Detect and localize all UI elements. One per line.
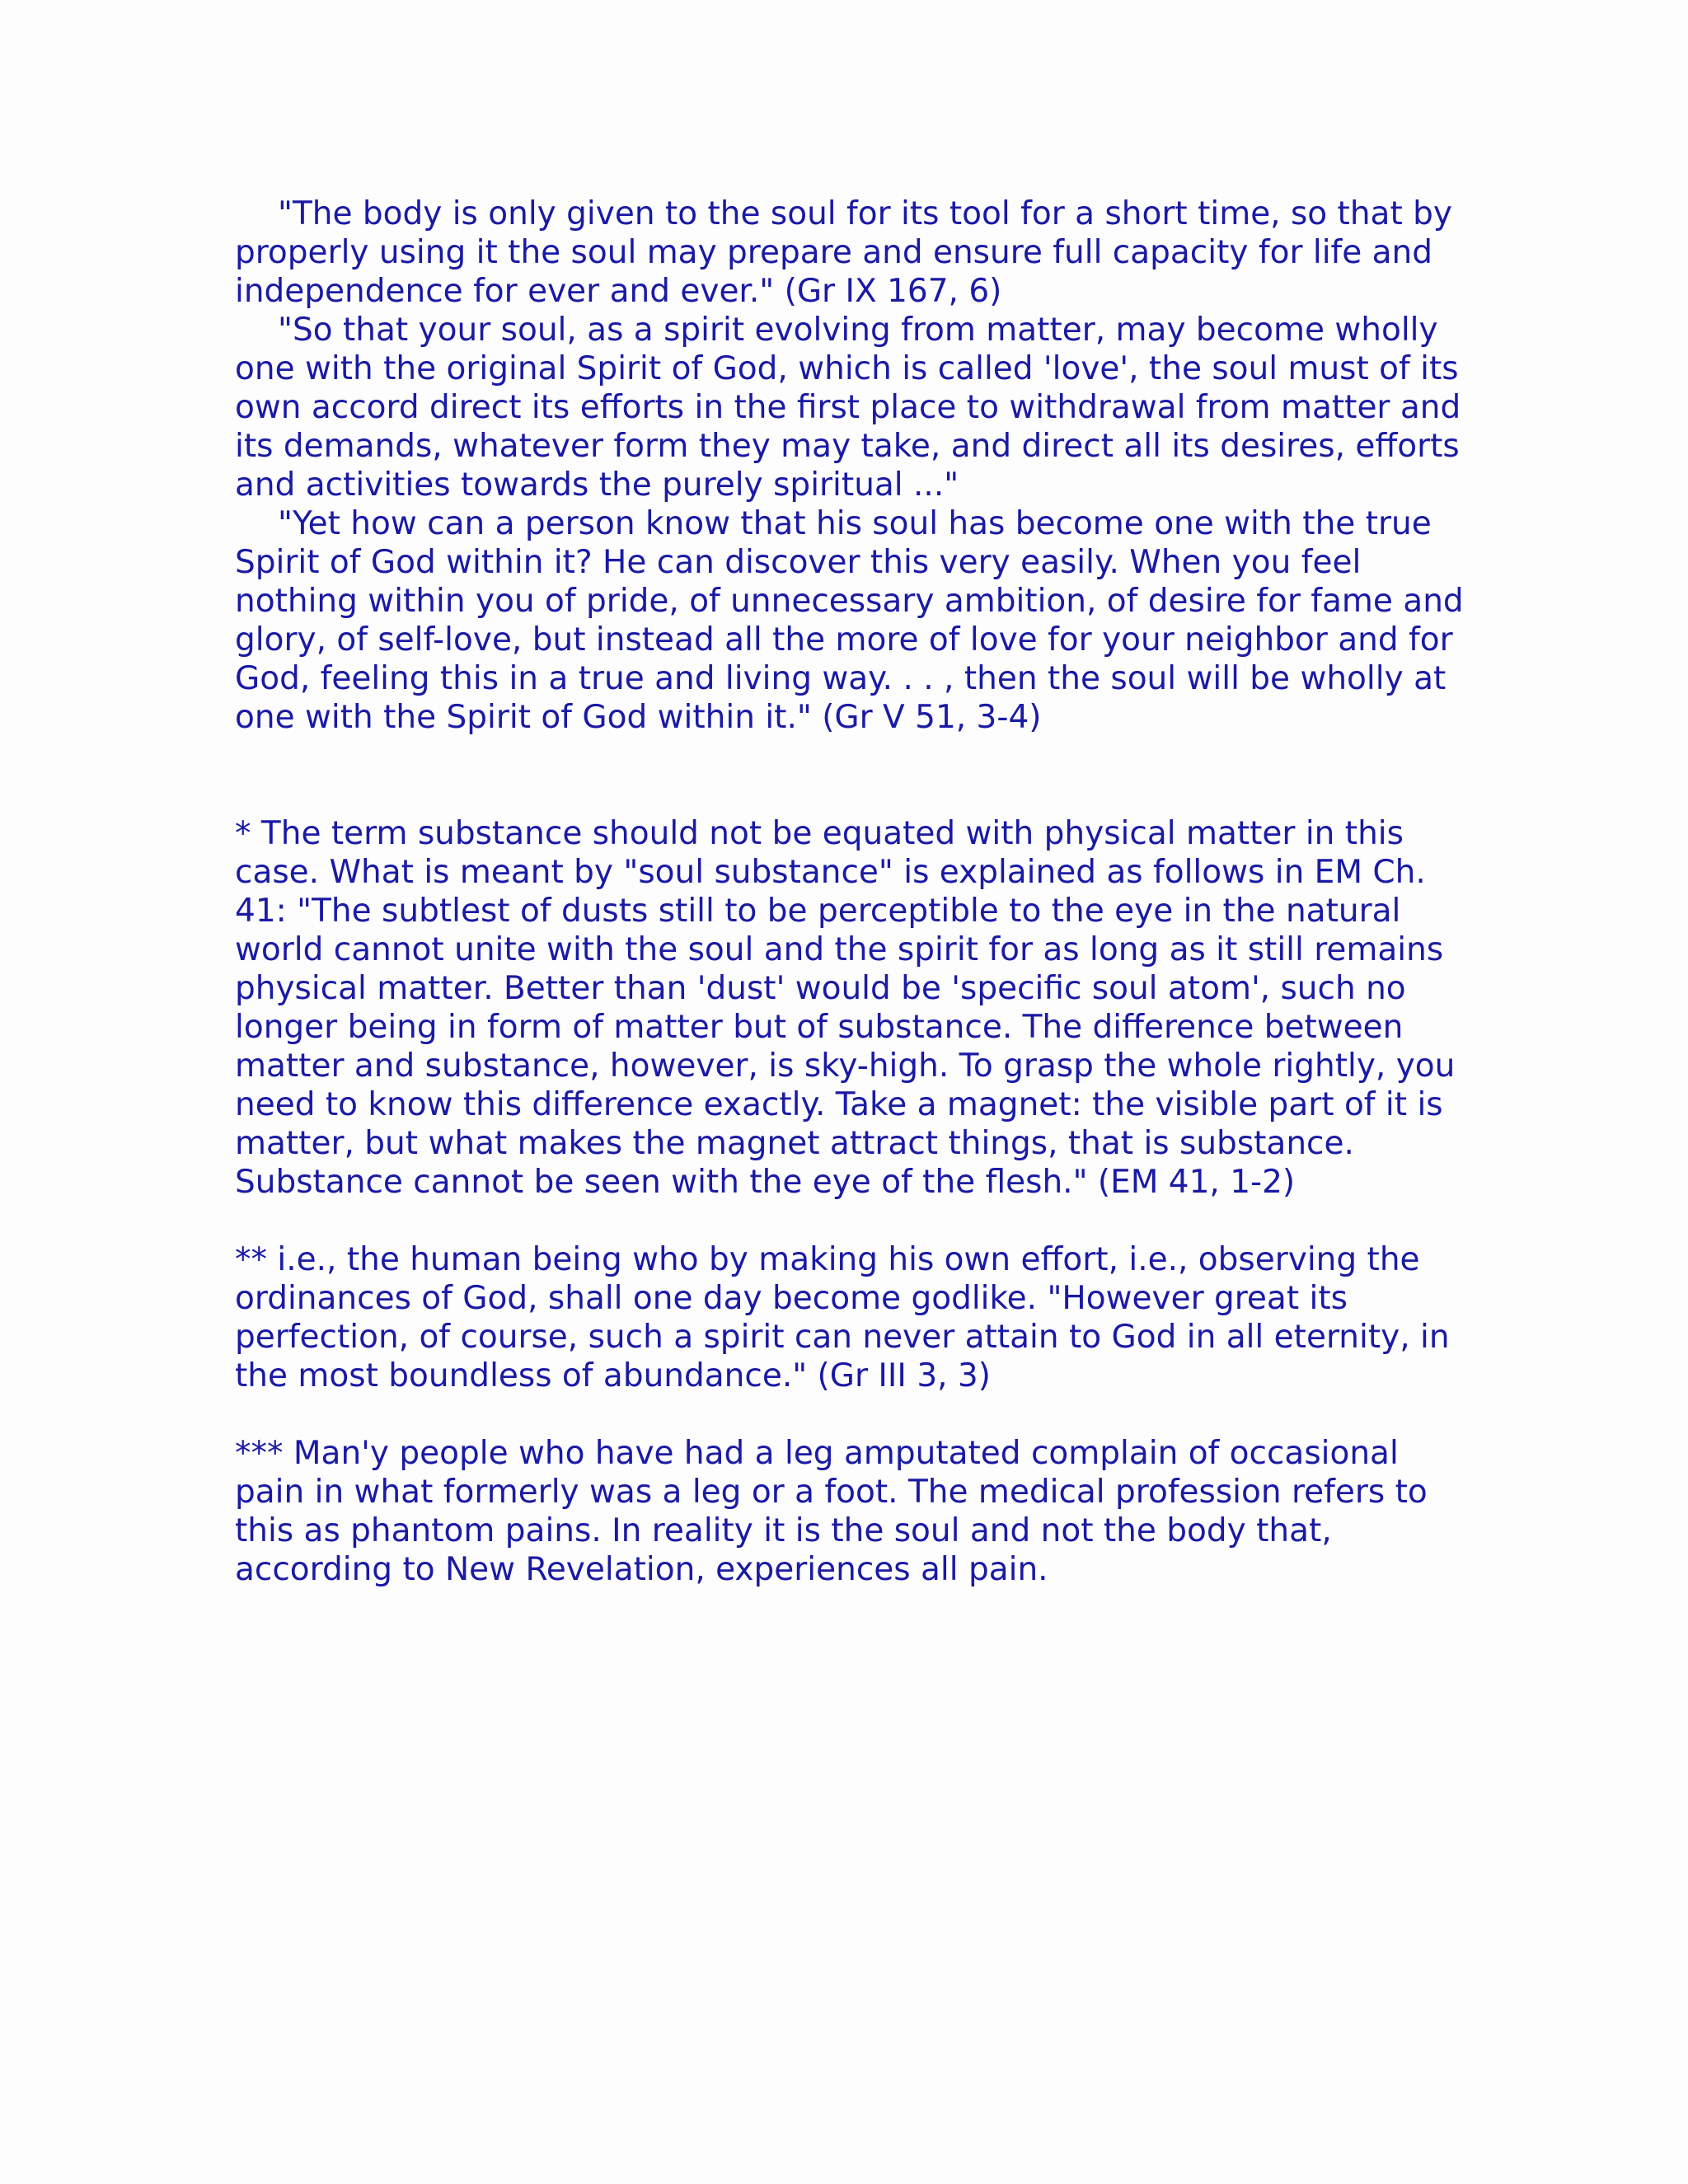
document-page	[235, 194, 1471, 1589]
footnote-2: ** i.e., the human being who by making his own effort, i.e., observing the ordinances of God, shall one day become godlike. "However great its perfection, of course, such a spirit can never attain to God in all eternity, in the most boundless of abundance." (Gr III 3, 3)	[235, 1241, 1450, 1394]
section-spacer	[235, 737, 1471, 814]
quote-paragraph-2: "So that your soul, as a spirit evolving from matter, may become wholly one with the original Spirit of God, which is called 'love', the soul must of its own accord direct its efforts in the first place to withdrawal from matter and its demands, whatever form they may take, and direct all its desires, efforts and activities towards the purely spiritual ..."	[235, 312, 1461, 504]
footnote-1: * The term substance should not be equated with physical matter in this case. What is meant by "soul substance" is explained as follows in EM Ch. 41: "The subtlest of dusts still to be perceptible to the eye in the natural world cannot unite with the soul and the spirit for as long as it still remains physical matter. Better than 'dust' would be 'specific soul atom', such no longer being in form of matter but of substance. The difference between matter and substance, however, is sky-high. To grasp the whole rightly, you need to know this difference exactly. Take a magnet: the visible part of it is matter, but what makes the magnet attract things, that is substance. Substance cannot be seen with the eye of the flesh." (EM 41, 1-2)	[235, 815, 1456, 1201]
quote-paragraph-1: "The body is only given to the soul for its tool for a short time, so that by properly using it the soul may prepare and ensure full capacity for life and independence for ever and ever." (Gr IX 167, 6)	[235, 195, 1452, 310]
footnote-spacer	[235, 1395, 1471, 1434]
footnote-spacer	[235, 1202, 1471, 1240]
footnote-3: *** Man'y people who have had a leg amputated complain of occasional pain in what formerly was a leg or a foot. The medical profession refers to this as phantom pains. In reality it is the soul and not the body that, according to New Revelation, experiences all pain.	[235, 1435, 1428, 1588]
quote-paragraph-3: "Yet how can a person know that his soul has become one with the true Spirit of God within it? He can discover this very easily. When you feel nothing within you of pride, of unnecessary ambition, of desire for fame and glory, of self-love, but instead all the more of love for your neighbor and for God, feeling this in a true and living way. . . , then the soul will be wholly at one with the Spirit of God within it." (Gr V 51, 3-4)	[235, 505, 1464, 736]
